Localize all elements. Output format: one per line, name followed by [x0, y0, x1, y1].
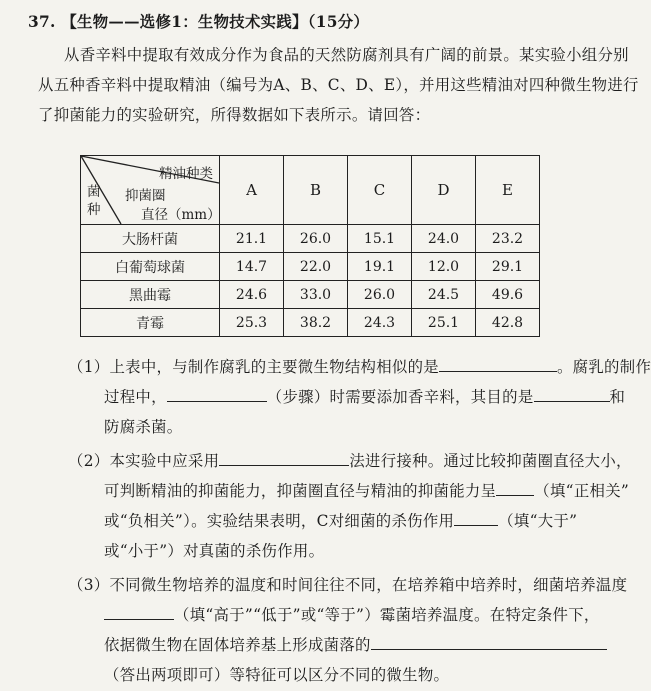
q1-text-e: 和 — [609, 388, 626, 406]
question-header — [28, 10, 369, 32]
q3-text-c: 依据微生物在固体培养基上形成菌落的 — [104, 636, 371, 654]
intro-line-1: 从香辛料中提取有效成分作为食品的天然防腐剂具有广阔的前景。某实验小组分别 — [64, 46, 629, 64]
table-cell: 38.2 — [284, 309, 348, 337]
q1-text-a: （1）上表中，与制作腐乳的主要微生物结构相似的是 — [68, 358, 439, 376]
table-cell: 24.3 — [348, 309, 412, 337]
q2-text-b: 法进行接种。通过比较抑菌圈直径大小， — [349, 452, 632, 470]
header-oil-type: 精油种类 — [159, 166, 213, 182]
q1-text-c: 过程中， — [104, 388, 167, 406]
table-cell: 33.0 — [284, 281, 348, 309]
table-cell: 22.0 — [284, 253, 348, 281]
table-row — [81, 225, 540, 253]
column-header: C — [348, 156, 412, 225]
table-cell: 15.1 — [348, 225, 412, 253]
table-cell: 26.0 — [284, 225, 348, 253]
table-row — [81, 281, 540, 309]
column-header: A — [220, 156, 284, 225]
header-diameter: 直径（mm） — [141, 207, 221, 223]
q2-line-1 — [68, 449, 632, 471]
q2-line-3 — [104, 509, 577, 531]
table-cell: 19.1 — [348, 253, 412, 281]
q2-blank-1[interactable] — [219, 451, 349, 466]
q1-text-b: 。腐乳的制作 — [556, 358, 651, 376]
header-strain-2: 种 — [87, 202, 101, 218]
q2-text-c: 可判断精油的抑菌能力，抑菌圈直径与精油的抑菌能力呈 — [104, 482, 497, 500]
row-label: 大肠杆菌 — [81, 225, 220, 253]
antibacterial-table — [80, 155, 540, 337]
table-cell: 24.0 — [412, 225, 476, 253]
q3-blank-2[interactable] — [371, 635, 607, 650]
q3-line-1: （3）不同微生物培养的温度和时间往往不同，在培养箱中培养时，细菌培养温度 — [68, 576, 628, 594]
q1-blank-1[interactable] — [439, 357, 557, 372]
column-header: E — [476, 156, 540, 225]
table-row — [81, 309, 540, 337]
q1-blank-2[interactable] — [167, 387, 267, 402]
intro-line-2: 从五种香辛料中提取精油（编号为A、B、C、D、E），并用这些精油对四种微生物进行 — [38, 76, 639, 94]
table-cell: 25.1 — [412, 309, 476, 337]
question-number: 37. — [28, 13, 56, 31]
header-zone: 抑菌圈 — [125, 188, 166, 204]
table-cell: 14.7 — [220, 253, 284, 281]
q3-text-b: （填“高于”“低于”或“等于”）霉菌培养温度。在特定条件下， — [174, 606, 600, 624]
table-cell: 24.5 — [412, 281, 476, 309]
row-label: 黑曲霉 — [81, 281, 220, 309]
table-cell: 24.6 — [220, 281, 284, 309]
q1-line-2 — [104, 385, 625, 407]
row-label: 青霉 — [81, 309, 220, 337]
q3-blank-1[interactable] — [104, 605, 174, 620]
table-cell: 12.0 — [412, 253, 476, 281]
table-cell: 26.0 — [348, 281, 412, 309]
q1-line-1 — [68, 355, 651, 377]
q2-text-e: 或“负相关”）。实验结果表明，C对细菌的杀伤作用 — [104, 512, 455, 530]
q2-blank-2[interactable] — [496, 481, 534, 496]
q1-line-3: 防腐杀菌。 — [104, 418, 183, 436]
question-score: （15分） — [307, 13, 370, 31]
header-strain-1: 菌 — [87, 184, 101, 200]
q2-blank-3[interactable] — [454, 511, 498, 526]
table-cell: 29.1 — [476, 253, 540, 281]
row-label: 白葡萄球菌 — [81, 253, 220, 281]
column-header: D — [412, 156, 476, 225]
table-cell: 42.8 — [476, 309, 540, 337]
q3-line-3 — [104, 633, 607, 655]
table-cell: 21.1 — [220, 225, 284, 253]
q2-text-f: （填“大于” — [498, 512, 578, 530]
table-header-row — [81, 156, 540, 225]
q2-line-2 — [104, 479, 629, 501]
table-cell: 25.3 — [220, 309, 284, 337]
table-cell: 49.6 — [476, 281, 540, 309]
q1-blank-3[interactable] — [534, 387, 610, 402]
q1-text-d: （步骤）时需要添加香辛料，其目的是 — [266, 388, 534, 406]
column-header: B — [284, 156, 348, 225]
table-cell: 23.2 — [476, 225, 540, 253]
table-row — [81, 253, 540, 281]
q3-line-2 — [104, 603, 600, 625]
intro-line-3: 了抑菌能力的实验研究，所得数据如下表所示。请回答： — [38, 106, 431, 124]
table-diagonal-header — [81, 156, 220, 225]
question-title: 【生物——选修1：生物技术实践】 — [61, 13, 308, 31]
q2-text-d: （填“正相关” — [534, 482, 630, 500]
q2-line-4: 或“小于”）对真菌的杀伤作用。 — [104, 542, 325, 560]
q3-line-4: （答出两项即可）等特征可以区分不同的微生物。 — [104, 666, 450, 684]
q2-text-a: （2）本实验中应采用 — [68, 452, 220, 470]
